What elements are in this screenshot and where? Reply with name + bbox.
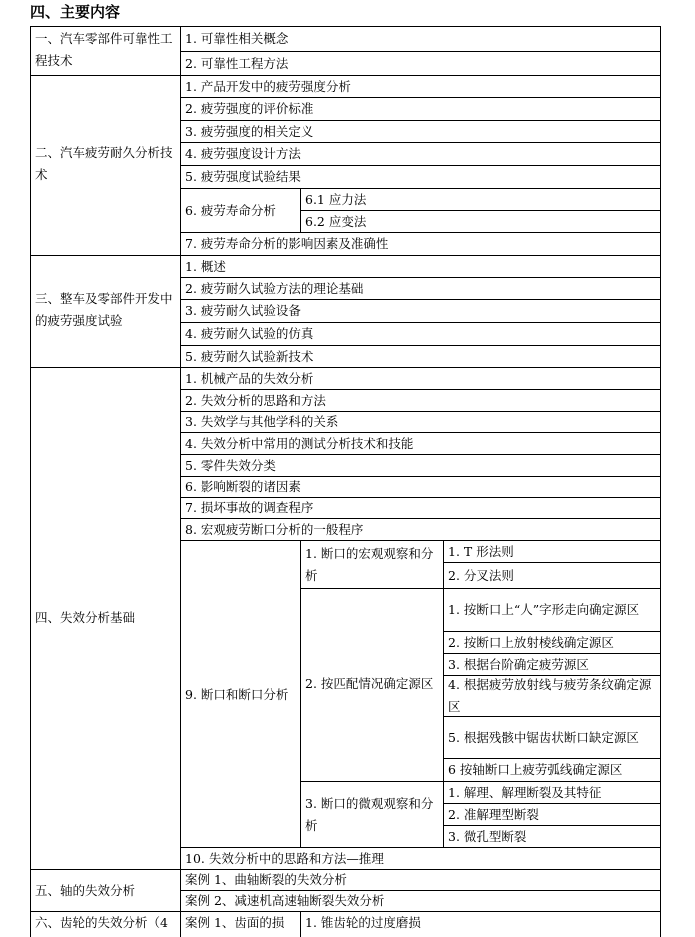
- sub-group-macro-observation: 1. 断口的宏观观察和分析: [305, 545, 434, 583]
- sub-list-item: 3. 微孔型断裂: [448, 828, 527, 844]
- sub-list-item: 6.1 应力法: [305, 191, 367, 207]
- sub-group-micro-observation: 3. 断口的微观观察和分析: [305, 796, 434, 833]
- sub-list-item: 1. 按断口上“人”字形走向确定源区: [448, 602, 640, 617]
- case-item: 案例 2、减速机高速轴断裂失效分析: [185, 893, 385, 908]
- list-item: 8. 宏观疲劳断口分析的一般程序: [185, 521, 364, 537]
- list-item: 5. 疲劳强度试验结果: [185, 169, 301, 184]
- sub-list-item: 1. T 形法则: [448, 543, 514, 559]
- sub-list-item: 6.2 应变法: [305, 213, 367, 229]
- list-item: 2. 疲劳强度的评价标准: [185, 101, 314, 116]
- list-item: 4. 失效分析中常用的测试分析技术和技能: [185, 435, 414, 451]
- list-item: 3. 疲劳耐久试验设备: [185, 303, 301, 318]
- list-item: 2. 疲劳耐久试验方法的理论基础: [185, 280, 364, 296]
- sub-group-source-by-matching: 2. 按匹配情况确定源区: [305, 676, 434, 691]
- list-item: 4. 疲劳耐久试验的仿真: [185, 326, 314, 341]
- section-title-failure-analysis: 四、失效分析基础: [35, 610, 136, 625]
- section-title-fatigue-durability: 二、汽车疲劳耐久分析技术: [35, 145, 173, 182]
- sub-list-item: 3. 根据台阶确定疲劳源区: [448, 656, 589, 672]
- sub-list-item: 1. 锥齿轮的过度磨损: [305, 915, 421, 930]
- section-title-gear-failure: 六、齿轮的失效分析（4: [35, 915, 168, 930]
- list-item: 2. 失效分析的思路和方法: [185, 392, 326, 408]
- list-item: 3. 失效学与其他学科的关系: [185, 414, 339, 429]
- list-item: 2. 可靠性工程方法: [185, 55, 289, 71]
- list-item: 6. 影响断裂的诸因素: [185, 479, 301, 494]
- list-item: 1. 可靠性相关概念: [185, 31, 289, 46]
- sub-list-item: 1. 解理、解理断裂及其特征: [448, 784, 602, 800]
- list-item: 1. 产品开发中的疲劳强度分析: [185, 78, 351, 94]
- case-item: 案例 1、齿面的损: [185, 915, 285, 930]
- section-title-reliability: 一、汽车零部件可靠性工程技术: [35, 31, 173, 68]
- sub-list-item: 4. 根据疲劳放射线与疲劳条纹确定源区: [448, 677, 652, 714]
- list-item-fracture-analysis: 9. 断口和断口分析: [185, 687, 289, 702]
- list-item: 7. 疲劳寿命分析的影响因素及准确性: [185, 236, 389, 251]
- list-item: 5. 疲劳耐久试验新技术: [185, 348, 314, 364]
- list-item: 7. 损坏事故的调查程序: [185, 500, 314, 515]
- list-item: 4. 疲劳强度设计方法: [185, 146, 301, 161]
- sub-list-item: 2. 按断口上放射棱线确定源区: [448, 634, 614, 650]
- list-item: 6. 疲劳寿命分析: [185, 202, 276, 218]
- section-heading: 四、主要内容: [30, 3, 121, 21]
- list-item: 1. 机械产品的失效分析: [185, 370, 314, 386]
- sub-list-item: 6 按轴断口上疲劳弧线确定源区: [448, 762, 623, 777]
- list-item: 1. 概述: [185, 258, 226, 274]
- case-item: 案例 1、曲轴断裂的失效分析: [185, 872, 347, 887]
- list-item: 3. 疲劳强度的相关定义: [185, 123, 314, 139]
- list-item: 10. 失效分析中的思路和方法—推理: [185, 850, 384, 866]
- sub-list-item: 5. 根据残骸中锯齿状断口缺定源区: [448, 729, 639, 745]
- section-title-shaft-failure: 五、轴的失效分析: [35, 882, 136, 898]
- sub-list-item: 2. 分叉法则: [448, 567, 514, 583]
- sub-list-item: 2. 准解理型断裂: [448, 806, 539, 822]
- list-item: 5. 零件失效分类: [185, 457, 276, 473]
- section-title-fatigue-test: 三、整车及零部件开发中的疲劳强度试验: [35, 291, 173, 328]
